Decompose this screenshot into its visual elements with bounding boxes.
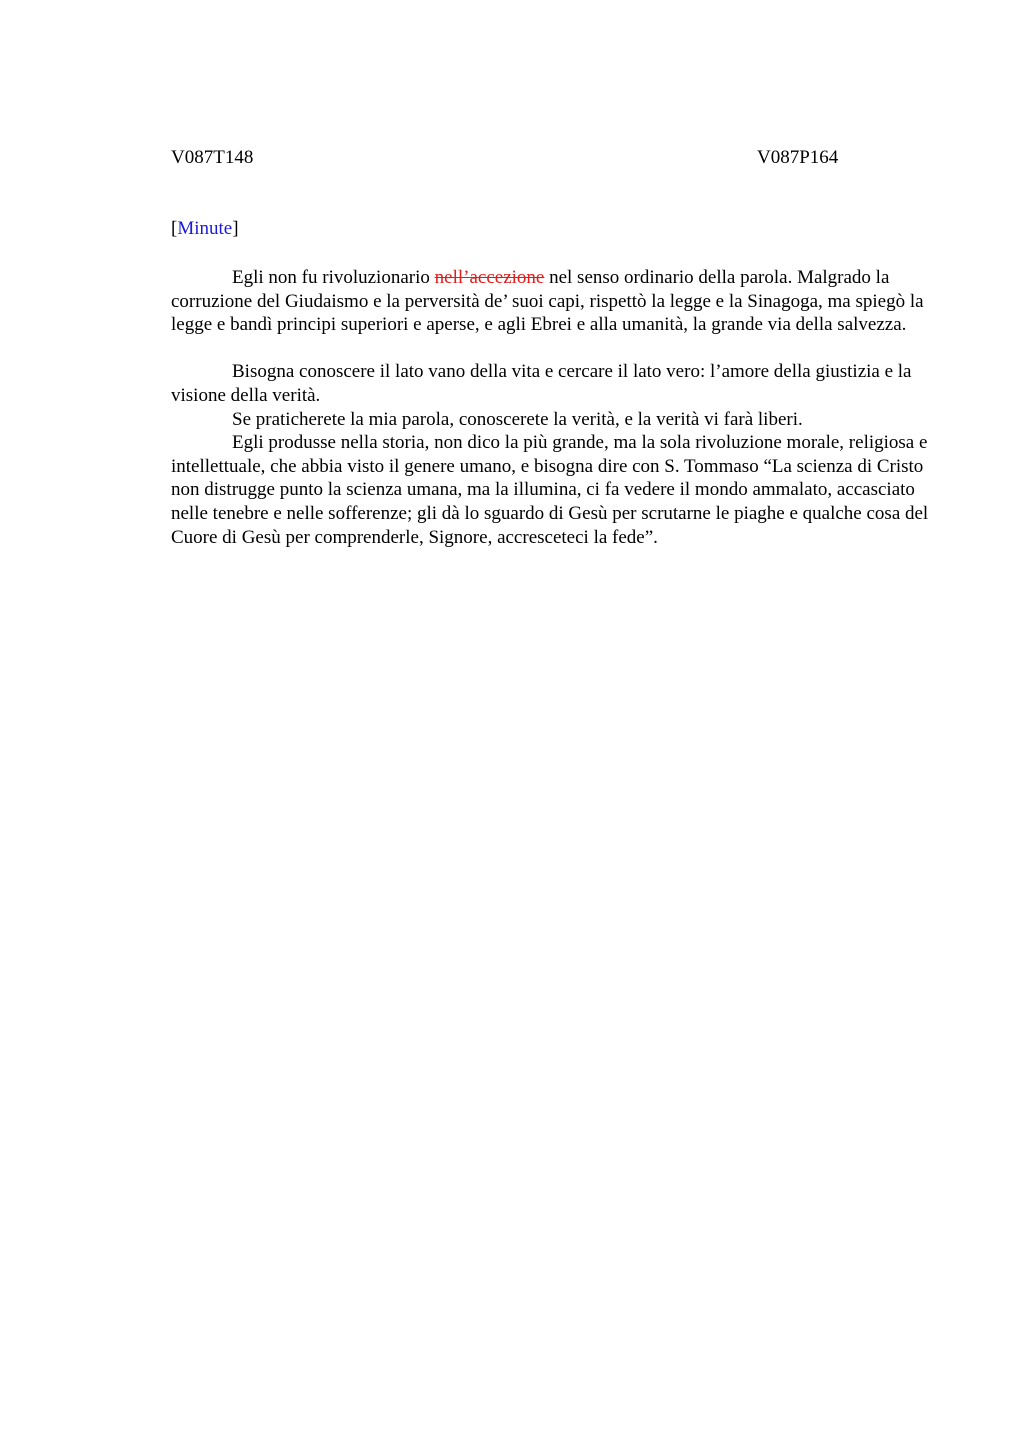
- document-code-left: V087T148: [171, 147, 254, 168]
- section-tag: [171, 217, 239, 241]
- paragraph-3: Se praticherete la mia parola, conoscerete la verità, e la verità vi farà liberi.: [232, 408, 803, 430]
- bracket-open: [: [171, 218, 178, 239]
- paragraph-4: Egli produsse nella storia, non dico la più grande, ma la sola rivoluzione morale, religiosa e intellettuale, che abbia visto il genere umano, e bisogna dire con S. Tommaso “La scienza di Cristo non distrugge punto la scienza umana, ma la illumina, ci fa vedere il mondo ammalato, accasciato nelle tenebre e nelle sofferenze; gli dà lo sguardo di Gesù per scrutarne le piaghe e qualche cosa del Cuore di Gesù per comprenderle, Signore, accresceteci la fede”.: [171, 432, 929, 548]
- paragraph-1: [171, 266, 931, 337]
- deleted-text: nell’accezione: [434, 267, 545, 288]
- paragraph-1-end: nel senso ordinario della parola. Malgrado la corruzione del Giudaismo e la perversità de’ suoi capi, rispettò la legge e la Sinagoga, ma spiegò la legge e bandì principi superiori e aperse, e agli Ebrei e alla umanità, la grande via della salvezza.: [171, 267, 924, 336]
- bracket-close: ]: [232, 218, 239, 239]
- paragraph-1-start: Egli non fu rivoluzionario: [232, 267, 435, 288]
- body-text: [171, 266, 931, 549]
- section-label: Minute: [177, 218, 233, 239]
- document-code-right: V087P164: [757, 147, 839, 168]
- paragraph-2: Bisogna conoscere il lato vano della vita e cercare il lato vero: l’amore della giustizia e la visione della verità.: [171, 361, 912, 406]
